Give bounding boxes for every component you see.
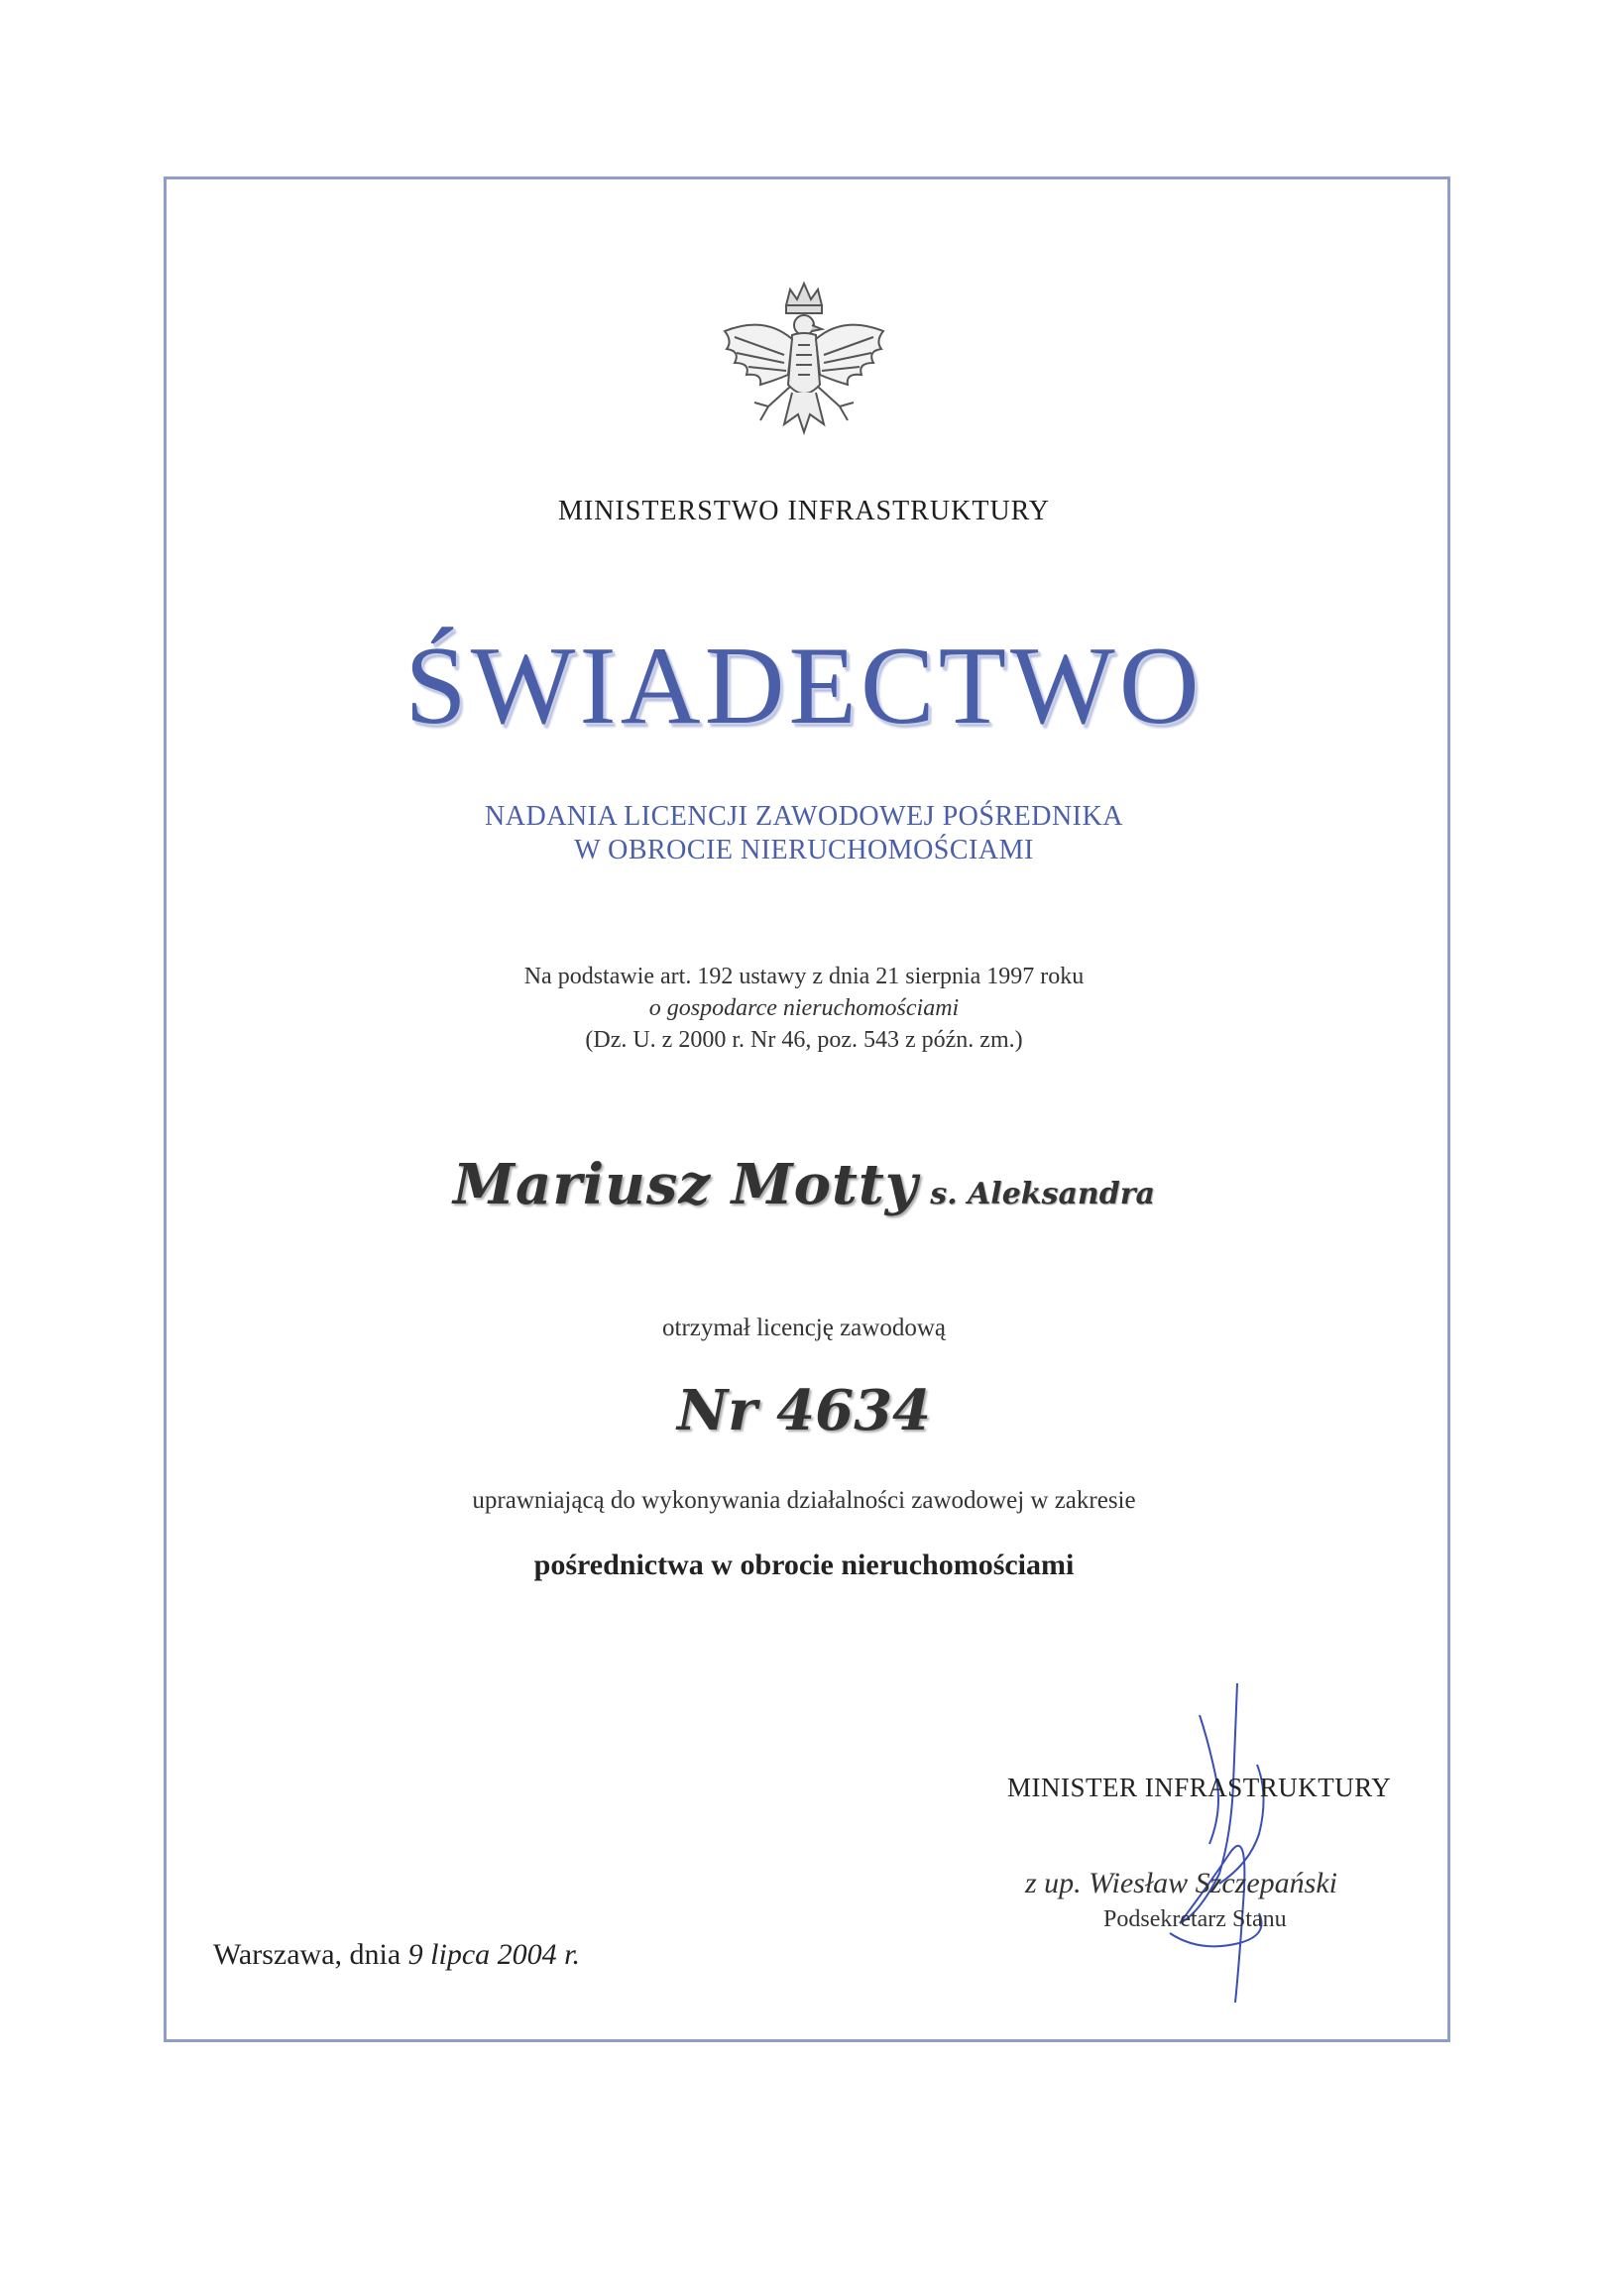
- certificate-subtitle-line2: W OBROCIE NIERUCHOMOŚCIAMI: [574, 835, 1034, 865]
- holder-name: Mariusz Motty: [453, 1152, 919, 1217]
- minister-office: MINISTER INFRASTRUKTURY: [1007, 1773, 1392, 1802]
- legal-basis-line2: o gospodarce nieruchomościami: [648, 995, 960, 1021]
- issue-place-date: [213, 1938, 580, 1972]
- handwritten-signature: [1140, 1675, 1279, 2012]
- received-text: otrzymał licencję zawodową: [662, 1315, 946, 1341]
- license-number: Nr 4634: [676, 1378, 932, 1443]
- polish-eagle-emblem-icon: [705, 276, 903, 464]
- issue-place: Warszawa, dnia: [213, 1938, 402, 1971]
- certificate-subtitle-line1: NADANIA LICENCJI ZAWODOWEJ POŚREDNIKA: [485, 801, 1123, 832]
- certificate-title: ŚWIADECTWO: [404, 625, 1204, 747]
- ministry-name: MINISTERSTWO INFRASTRUKTURY: [557, 496, 1051, 526]
- issue-date: 9 lipca 2004 r.: [407, 1938, 580, 1971]
- legal-basis-line1: Na podstawie art. 192 ustawy z dnia 21 sierpnia 1997 roku: [523, 964, 1085, 989]
- holder-parent: s. Aleksandra: [930, 1177, 1155, 1211]
- legal-basis-line3: (Dz. U. z 2000 r. Nr 46, poz. 543 z późn. zm.): [585, 1027, 1023, 1053]
- signer-role: Podsekretarz Stanu: [1103, 1906, 1287, 1932]
- signer-name: z up. Wiesław Szczepański: [1025, 1867, 1337, 1899]
- holder-name-line: [0, 1152, 1608, 1217]
- entitlement-text: uprawniającą do wykonywania działalności zawodowej w zakresie: [472, 1487, 1136, 1514]
- license-scope: pośrednictwa w obrocie nieruchomościami: [533, 1549, 1075, 1581]
